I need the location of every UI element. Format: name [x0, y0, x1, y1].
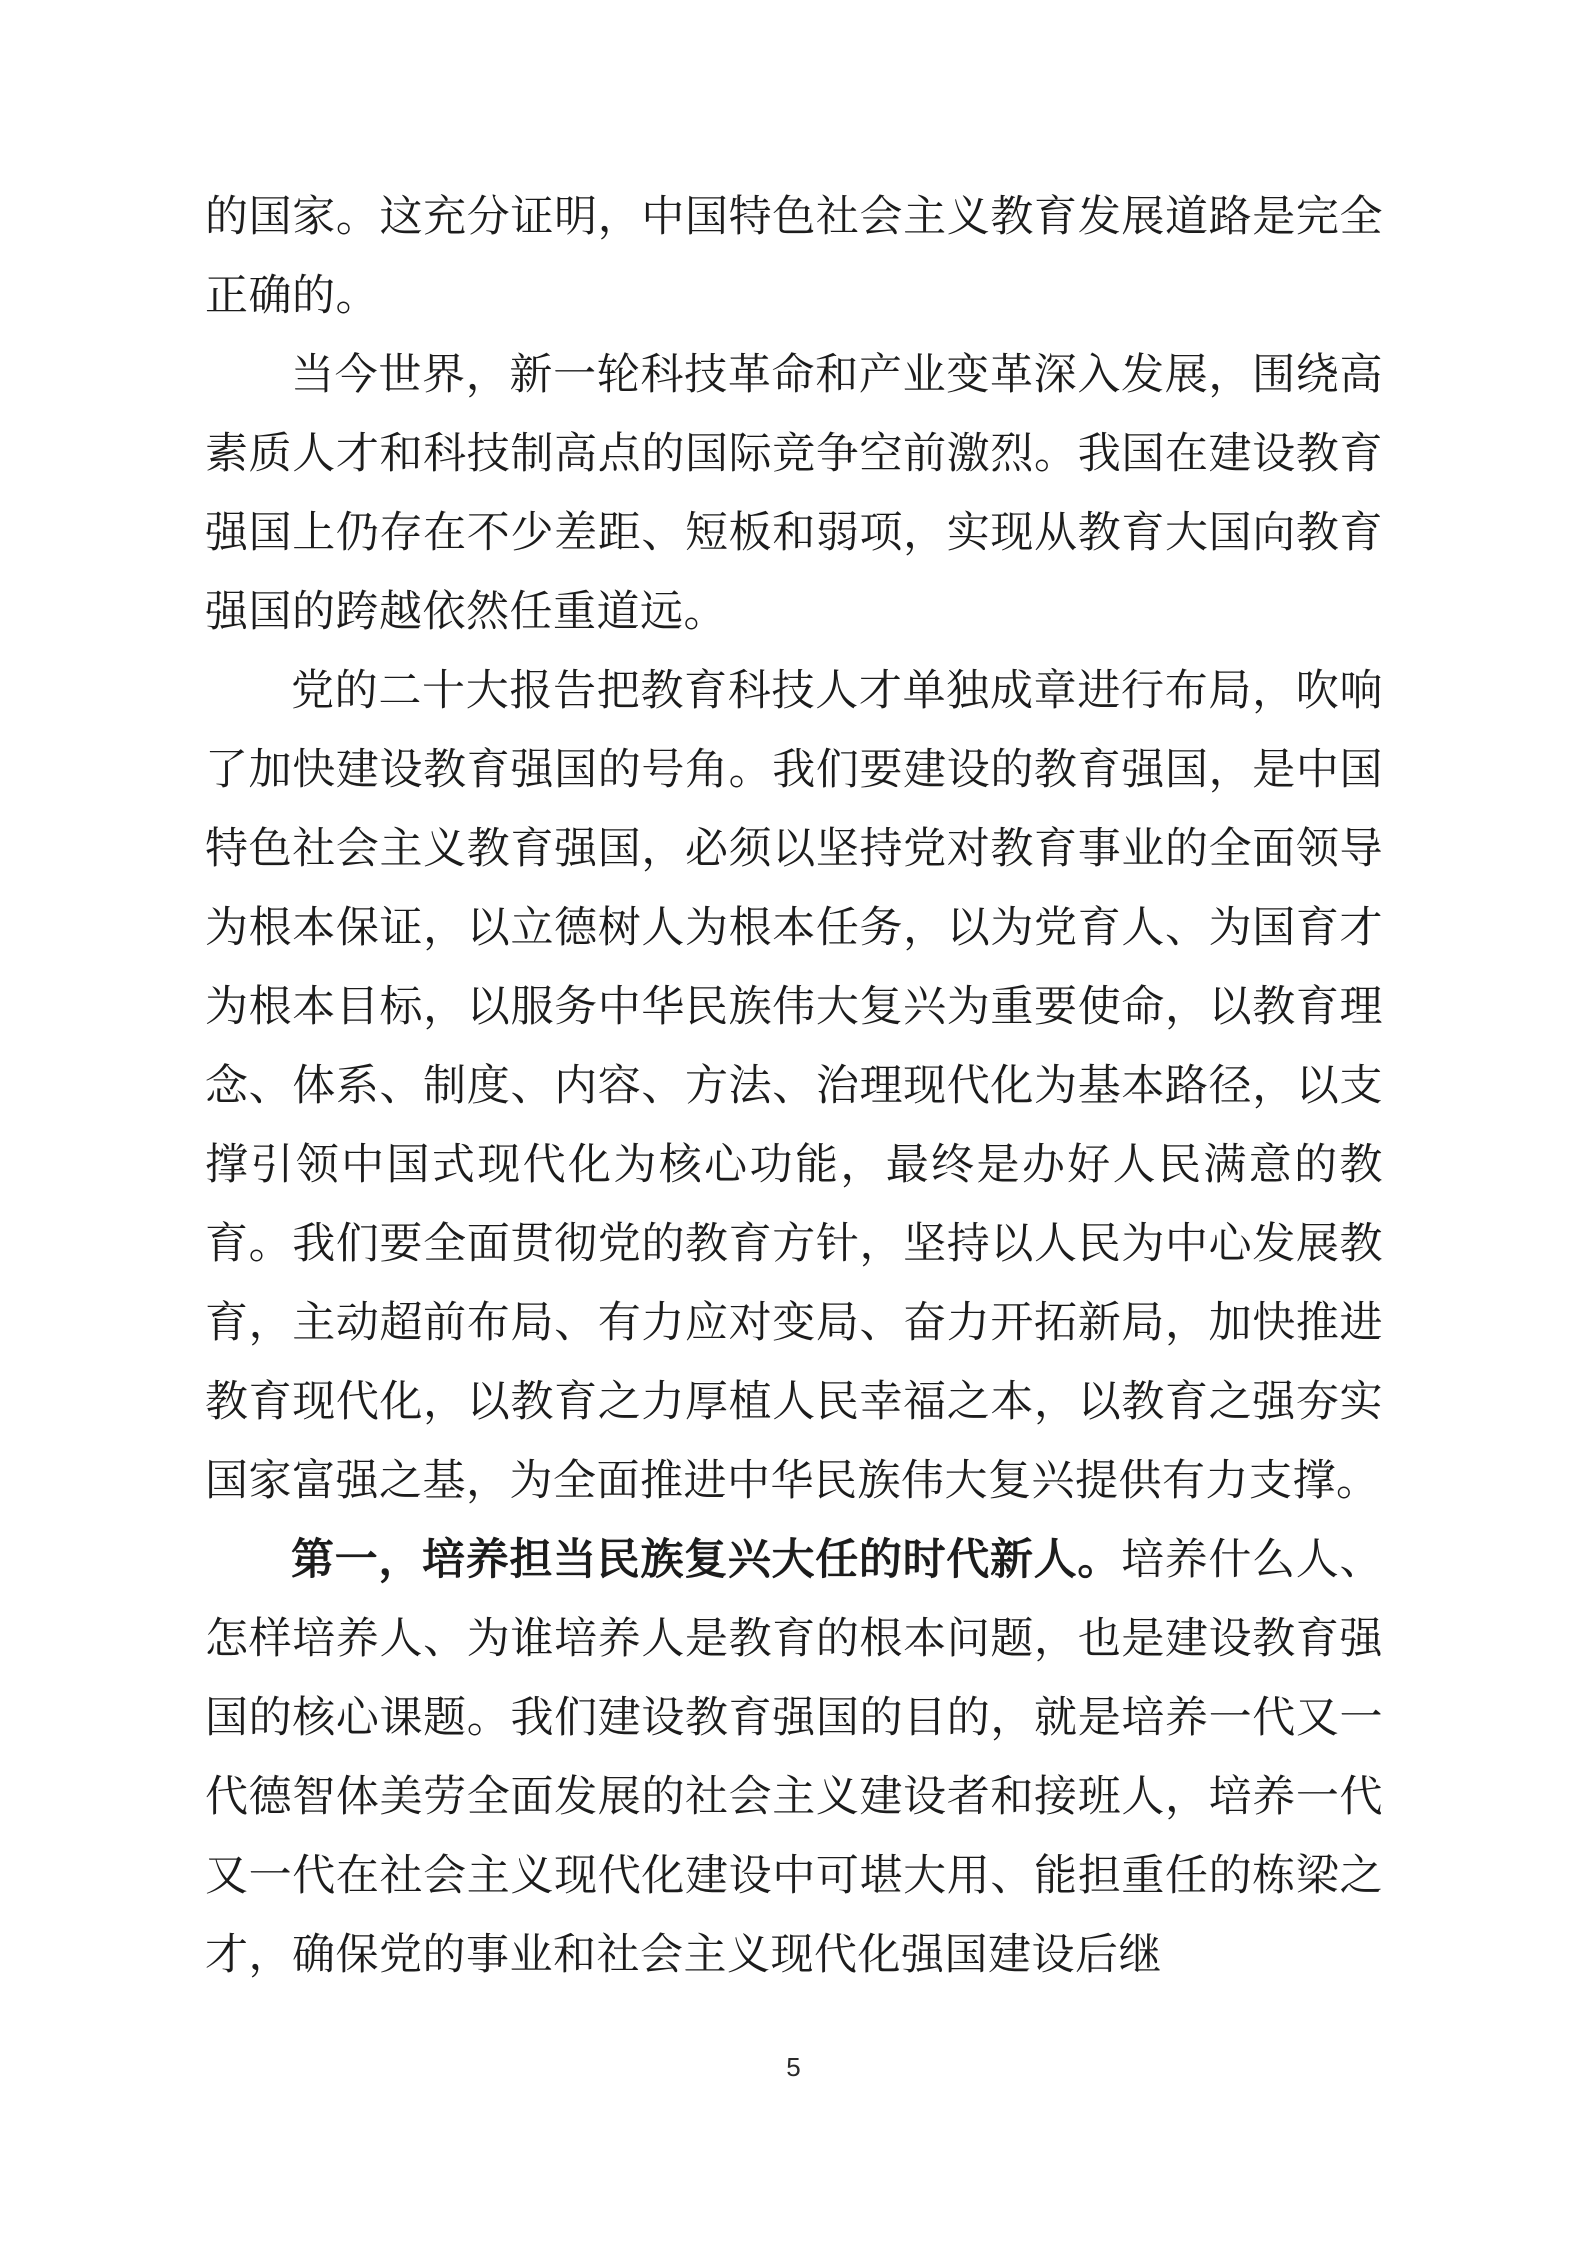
paragraph-3: 党的二十大报告把教育科技人才单独成章进行布局，吹响了加快建设教育强国的号角。我们要建设的教育强国，是中国特色社会主义教育强国，必须以坚持党对教育事业的全面领导为根本保证，以立德树人为根本任务，以为党育人、为国育才为根本目标，以服务中华民族伟大复兴为重要使命，以教育理念、体系、制度、内容、方法、治理现代化为基本路径，以支撑引领中国式现代化为核心功能，最终是办好人民满意的教育。我们要全面贯彻党的教育方针，坚持以人民为中心发展教育，主动超前布局、有力应对变局、奋力开拓新局，加快推进教育现代化，以教育之力厚植人民幸福之本，以教育之强夯实国家富强之基，为全面推进中华民族伟大复兴提供有力支撑。: [205, 667, 1383, 1505]
paragraph-2: 当今世界，新一轮科技革命和产业变革深入发展，围绕高素质人才和科技制高点的国际竞争空前激烈。我国在建设教育强国上仍存在不少差距、短板和弱项，实现从教育大国向教育强国的跨越依然任重道远。: [205, 351, 1383, 636]
paragraph-4: [205, 1521, 1383, 1995]
page-body: [205, 178, 1383, 1995]
page-number: 5: [786, 2052, 801, 2082]
paragraph-4-body: 培养什么人、怎样培养人、为谁培养人是教育的根本问题，也是建设教育强国的核心课题。我们建设教育强国的目的，就是培养一代又一代德智体美劳全面发展的社会主义建设者和接班人，培养一代又一代在社会主义现代化建设中可堪大用、能担重任的栋梁之才，确保党的事业和社会主义现代化强国建设后继: [205, 1536, 1383, 1979]
paragraph-4-lead: 第一，培养担当民族复兴大任的时代新人。: [291, 1536, 1122, 1584]
paragraph-1: 的国家。这充分证明，中国特色社会主义教育发展道路是完全正确的。: [205, 193, 1383, 320]
